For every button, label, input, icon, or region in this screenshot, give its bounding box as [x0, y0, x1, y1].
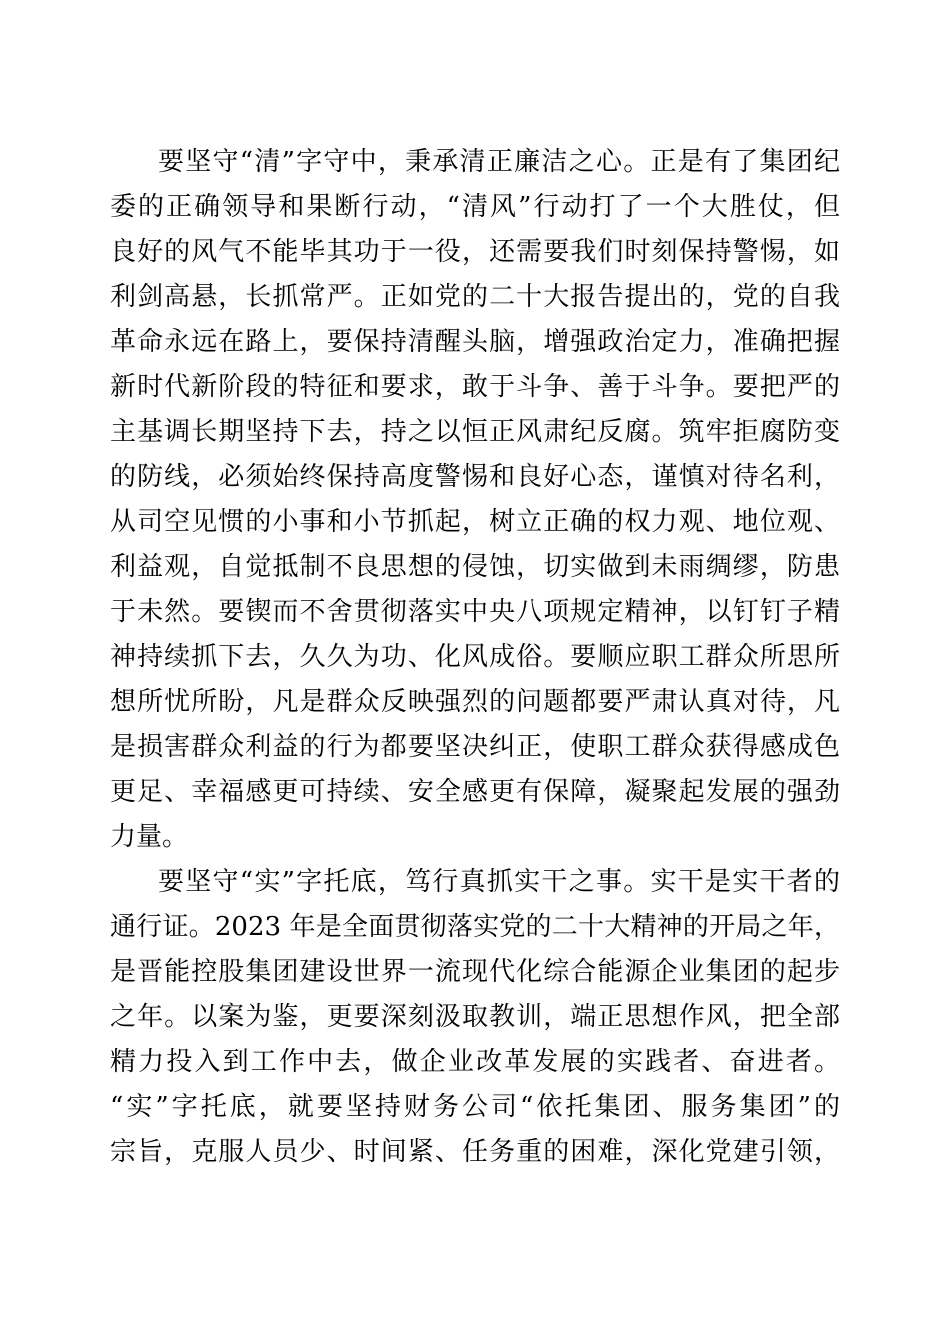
- text-line: 利益观，自觉抵制不良思想的侵蚀，切实做到未雨绸缪，防患: [110, 552, 840, 582]
- text-line: 新时代新阶段的特征和要求，敢于斗争、善于斗争。要把严的: [110, 372, 840, 402]
- text-line: 从司空见惯的小事和小节抓起，树立正确的权力观、地位观、: [110, 507, 840, 537]
- text-line: 革命永远在路上，要保持清醒头脑，增强政治定力，准确把握: [110, 327, 840, 357]
- text-line: 利剑高悬，长抓常严。正如党的二十大报告提出的，党的自我: [110, 282, 840, 312]
- text-line: 委的正确领导和果断行动，“清风”行动打了一个大胜仗，但: [110, 192, 840, 222]
- text-line: 主基调长期坚持下去，持之以恒正风肃纪反腐。筑牢拒腐防变: [110, 417, 840, 447]
- text-line: 之年。以案为鉴，更要深刻汲取教训，端正思想作风，把全部: [110, 1002, 840, 1032]
- document-body: [110, 140, 840, 1175]
- text-line: 力量。: [110, 822, 189, 852]
- text-line: 精力投入到工作中去，做企业改革发展的实践者、奋进者。: [110, 1047, 840, 1077]
- text-line: “实”字托底，就要坚持财务公司“依托集团、服务集团”的: [110, 1092, 840, 1122]
- text-line: 是晋能控股集团建设世界一流现代化综合能源企业集团的起步: [110, 957, 840, 987]
- text-line: 想所忧所盼，凡是群众反映强烈的问题都要严肃认真对待，凡: [110, 687, 840, 717]
- text-line: 的防线，必须始终保持高度警惕和良好心态，谨慎对待名利，: [110, 462, 840, 492]
- text-line: 于未然。要锲而不舍贯彻落实中央八项规定精神，以钉钉子精: [110, 597, 840, 627]
- text-line: 要坚守“实”字托底，笃行真抓实干之事。实干是实干者的: [158, 867, 840, 897]
- text-line: 宗旨，克服人员少、时间紧、任务重的困难，深化党建引领，: [110, 1137, 840, 1167]
- text-line: 要坚守“清”字守中，秉承清正廉洁之心。正是有了集团纪: [158, 147, 840, 177]
- text-line: 是损害群众利益的行为都要坚决纠正，使职工群众获得感成色: [110, 732, 840, 762]
- text-line: 更足、幸福感更可持续、安全感更有保障，凝聚起发展的强劲: [110, 777, 840, 807]
- text-line: 神持续抓下去，久久为功、化风成俗。要顺应职工群众所思所: [110, 642, 840, 672]
- text-line: 良好的风气不能毕其功于一役，还需要我们时刻保持警惕，如: [110, 237, 840, 267]
- text-line: 通行证。2023 年是全面贯彻落实党的二十大精神的开局之年，: [110, 912, 840, 942]
